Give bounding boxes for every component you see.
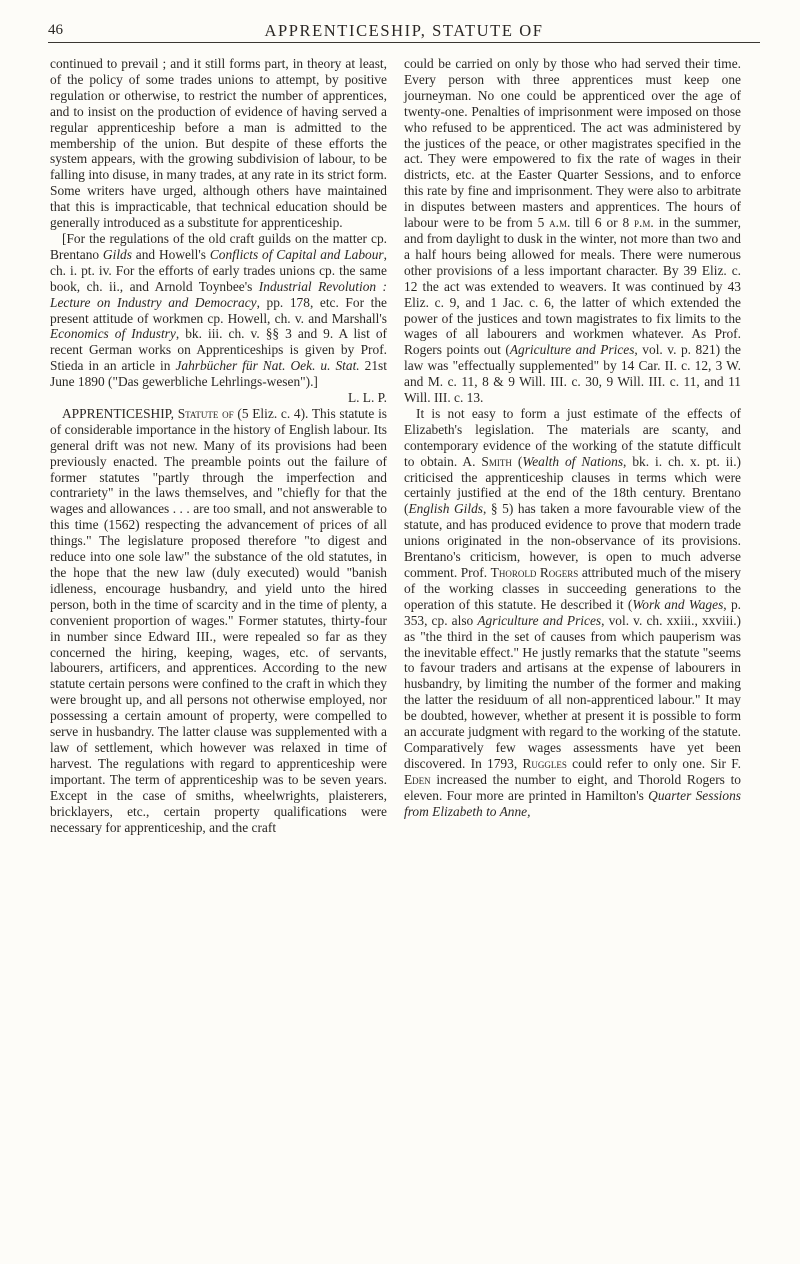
entry-paragraph: APPRENTICESHIP, Statute of (5 Eliz. c. 4). This statute is of considerable importance in the history of English labour. Its general drift was not new. Many of its provisions had been previously enacted. The preamble points out the failure of former statutes "partly through the imperfection and contrariety" in the laws themselves, and "chiefly for that the wages and allowances . . . are too small, and not answerable to this time (1562) respecting the advancement of prices of all things." The legislature proposed therefore "to digest and reduce into one sole law" the substance of the old statutes, in the hope that the new law (duly executed) would "banish idleness, encourage husbandry, and yield unto the hired person, both in the time of scarcity and in the time of plenty, a convenient proportion of wages." Former statutes, thirty-four in number since Edward III., were repealed so far as they concerned the hiring, keeping, wages, etc. of servants, labourers, artificers, and apprentices. According to the new statute certain persons were confined to the craft in which they were brought up, and all persons not otherwise employed, nor possessing a certain amount of property, were compelled to serve in husbandry. The latter clause was supplemented with a law of settlement, which however was relaxed in time of harvest. The regulations with regard to apprenticeship were important. The term of apprenticeship was to be seven years. Except in the case of smiths, wheelwrights, plaisterers, bricklayers, etc., certain property qualifications were necessary for apprenticeship, and the craft <box>50 405 387 835</box>
paragraph: It is not easy to form a just estimate of the effects of Elizabeth's legislation. The materials are scanty, and contemporary evidence of the working of the statute difficult to obtain. A. Smith (Wealth of Nations, bk. i. ch. x. pt. ii.) criticised the apprenticeship clauses in terms which were certainly justified at the end of the 18th century. Brentano (English Gilds, § 5) has taken a more favourable view of the statute, and has produced evidence to prove that modern trade unions originated in the non-observance of its provisions. Brentano's criticism, however, is open to much adverse comment. Prof. Thorold Rogers attributed much of the misery of the working classes in succeeding generations to the operation of this statute. He described it (Work and Wages, p. 353, cp. also Agriculture and Prices, vol. v. ch. xxiii., xxviii.) as "the third in the set of causes from which pauperism was the inevitable effect." He justly remarks that the statute "seems to favour traders and artisans at the expense of labourers in husbandry, by limiting the number of the former and making the latter the residuum of all non-apprenticed labour." It may be doubted, however, whether at present it is possible to form an accurate judgment with regard to the working of the statute. Comparatively few wages assessments have yet been discovered. In 1793, Ruggles could refer to only one. Sir F. Eden increased the number to eight, and Thorold Rogers to eleven. Four more are printed in Hamilton's Quarter Sessions from Elizabeth to Anne, <box>404 405 742 819</box>
left-column <box>50 56 387 835</box>
bibliography-note: [For the regulations of the old craft guilds on the matter cp. Brentano Gilds and Howell's Conflicts of Capital and Labour, ch. i. pt. iv. For the efforts of early trades unions cp. the same book, ch. ii., and Arnold Toynbee's Industrial Revolution : Lecture on Industry and Democracy, pp. 178, etc. For the present attitude of workmen cp. Howell, ch. v. and Marshall's Economics of Industry, bk. iii. ch. v. §§ 3 and 9. A list of recent German works on Apprenticeships is given by Prof. Stieda in an article in Jahrbücher für Nat. Oek. u. Stat. 21st June 1890 ("Das gewerbliche Lehrlings-wesen").] L. L. P. <box>50 230 387 406</box>
running-head: APPRENTICESHIP, STATUTE OF <box>264 21 544 40</box>
right-column <box>404 56 741 820</box>
entry-heading: APPRENTICESHIP, Statute of <box>62 405 234 421</box>
header-rule <box>48 42 760 43</box>
page-number: 46 <box>48 22 63 38</box>
author-signature: L. L. P. <box>347 390 387 406</box>
paragraph: could be carried on only by those who had served their time. Every person with three apprentices must keep one journeyman. No one could be apprenticed over the age of twenty-one. Penalties of imprisonment were imposed on those who refused to be apprenticed. The act was administered by the justices of the peace, or other magistrates specified in the act. They were empowered to fix the rate of wages in their districts, etc. at the Easter Quarter Sessions, and to enforce this rate by fine and imprisonment. They were also to arbitrate in disputes between masters and apprentices. The hours of labour were to be from 5 a.m. till 6 or 8 p.m. in the summer, and from daylight to dusk in the winter, not more than two and a half hours being allowed for meals. There were numerous other provisions of a less important character. By 39 Eliz. c. 12 the act was extended to weavers. It was continued by 43 Eliz. c. 9, and 1 Jac. c. 6, the latter of which extended the power of the justices and town magistrates to fix limits to the wages of all labourers and workmen whatever. As Prof. Rogers points out (Agriculture and Prices, vol. v. p. 821) the law was "effectually supplemented" by 14 Car. II. c. 12, 3 W. and M. c. 11, 8 & 9 Will. III. c. 30, 9 Will. III. c. 11, and 11 Will. III. c. 13. <box>404 56 741 406</box>
paragraph: continued to prevail ; and it still forms part, in theory at least, of the policy of some trades unions to attempt, by positive regulation or otherwise, to restrict the number of apprentices, and to insist on the production of evidence of having served a regular apprenticeship before a man is admitted to the membership of the union. But despite of these efforts the system appears, with the growing subdivision of labour, to be falling into disuse, in many trades, at any rate in its strict form. Some writers have urged, although others have maintained that this is impracticable, that technical education should be generally introduced as a substitute for apprenticeship. <box>50 56 387 231</box>
